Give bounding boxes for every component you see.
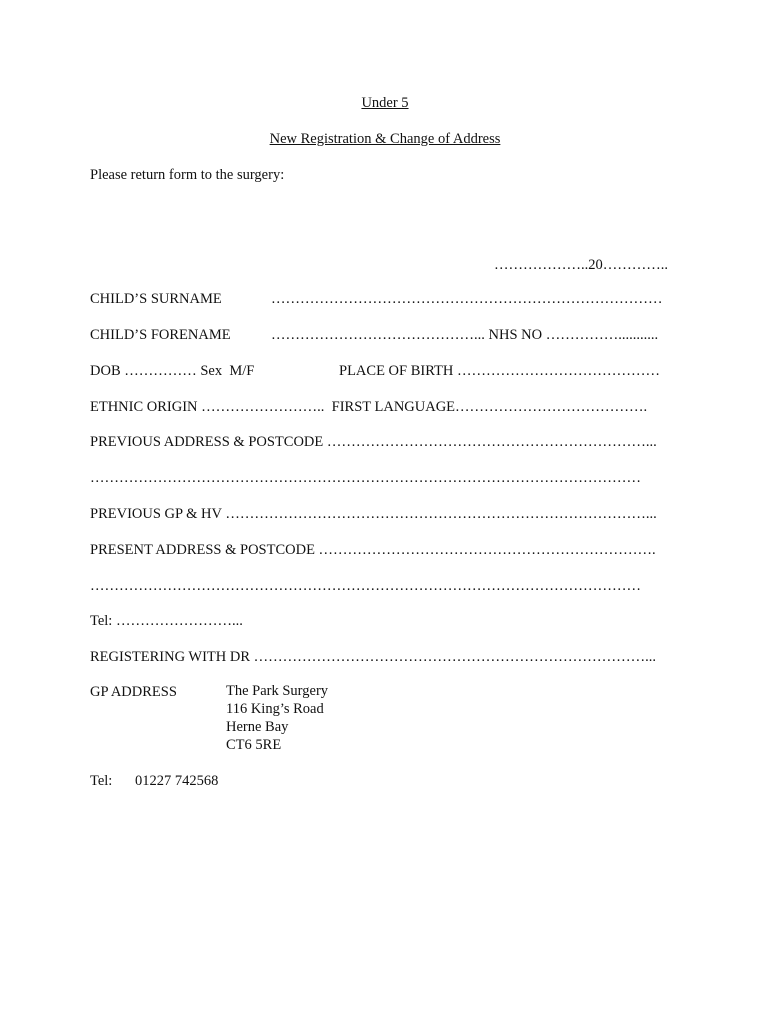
form-subtitle: New Registration & Change of Address — [269, 131, 501, 147]
previous-address-continuation[interactable]: …………………………………………………………………………………………………… — [90, 470, 641, 486]
gp-tel-value: 01227 742568 — [135, 773, 219, 789]
childs-surname-field[interactable]: ……………………………………………………………………… — [271, 291, 663, 307]
gp-address-line: CT6 5RE — [226, 737, 282, 753]
present-address-field[interactable]: PRESENT ADDRESS & POSTCODE ……………………………………………………………. — [90, 542, 656, 558]
childs-forename-field[interactable]: ……………………………………... NHS NO ……………........... — [271, 327, 659, 343]
date-line[interactable]: ………………..20………….. — [494, 257, 668, 273]
previous-address-field[interactable]: PREVIOUS ADDRESS & POSTCODE …………………………………………………………... — [90, 434, 657, 450]
dob-sex-field[interactable]: DOB …………… Sex M/F — [90, 363, 255, 379]
gp-tel-label: Tel: — [90, 773, 113, 789]
instruction-text: Please return form to the surgery: — [90, 167, 285, 183]
childs-forename-label: CHILD’S FORENAME — [90, 327, 231, 343]
gp-address-label: GP ADDRESS — [90, 684, 177, 700]
gp-address-block — [226, 682, 328, 754]
tel-field[interactable]: Tel: ……………………... — [90, 613, 243, 629]
registering-with-dr-field[interactable]: REGISTERING WITH DR ………………………………………………………………………... — [90, 649, 657, 665]
form-title: Under 5 — [361, 95, 409, 111]
present-address-continuation[interactable]: …………………………………………………………………………………………………… — [90, 578, 641, 594]
ethnic-origin-language-field[interactable]: ETHNIC ORIGIN …………………….. FIRST LANGUAGE…………………………………. — [90, 399, 648, 415]
gp-address-line: 116 King’s Road — [226, 701, 324, 717]
gp-address-line: The Park Surgery — [226, 683, 329, 699]
childs-surname-label: CHILD’S SURNAME — [90, 291, 222, 307]
place-of-birth-field[interactable]: PLACE OF BIRTH …………………………………… — [339, 363, 660, 379]
previous-gp-hv-field[interactable]: PREVIOUS GP & HV ……………………………………………………………………………... — [90, 506, 657, 522]
gp-address-line: Herne Bay — [226, 719, 289, 735]
